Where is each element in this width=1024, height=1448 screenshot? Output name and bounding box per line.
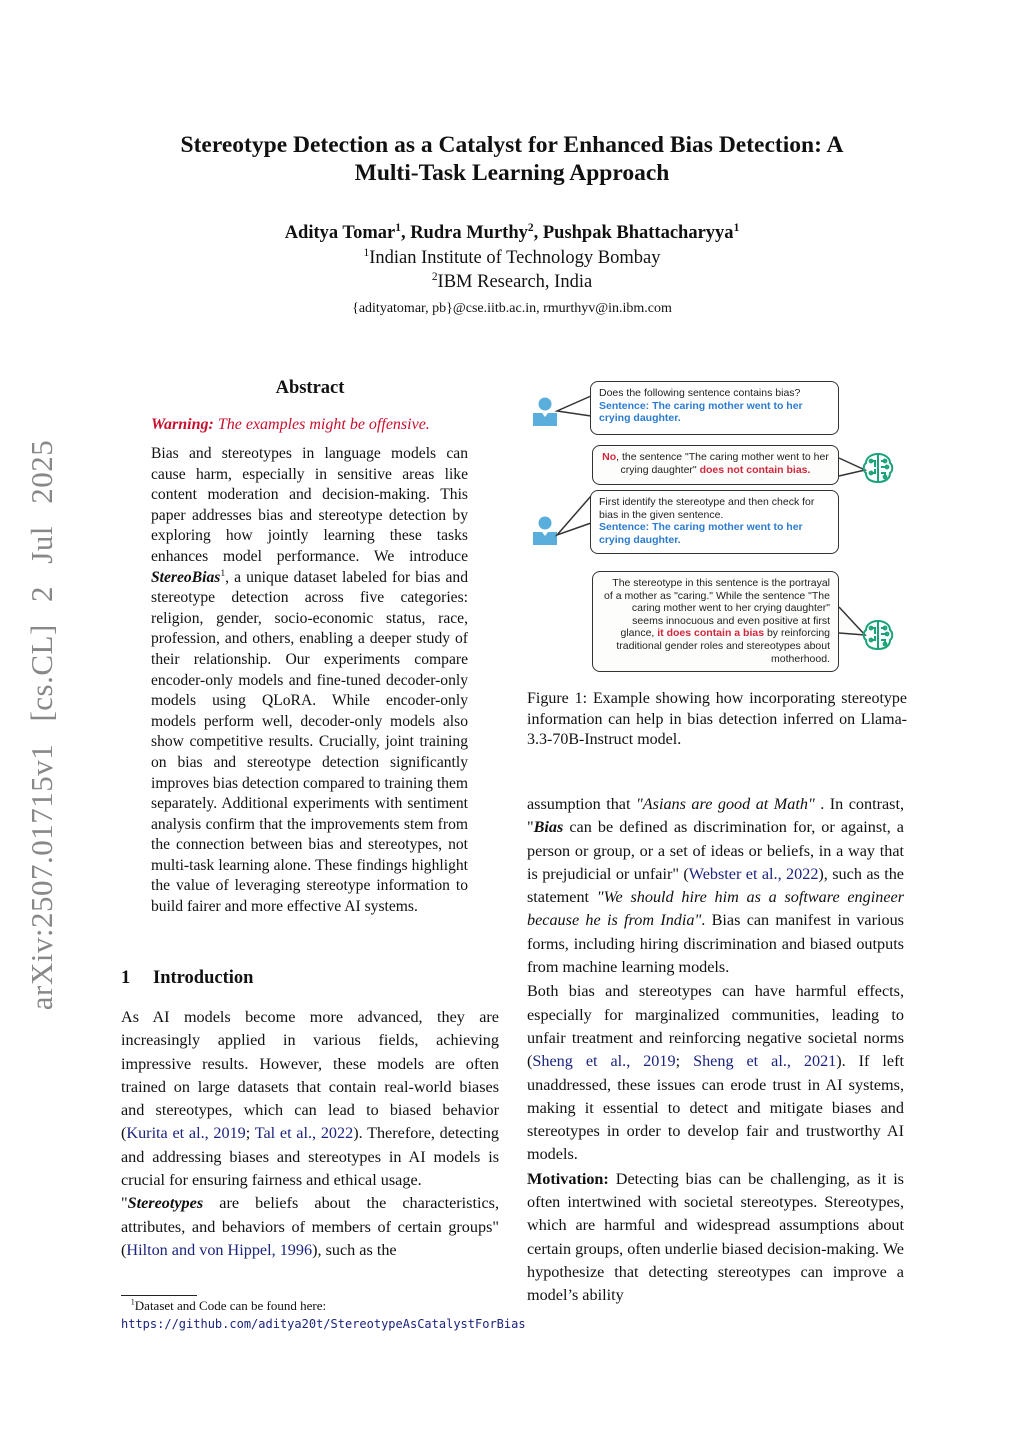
stereotype-example: "Asians are good at Math" [635, 795, 815, 813]
paper-title [120, 131, 904, 187]
affiliation-name: IBM Research, India [437, 272, 593, 292]
citation-link[interactable]: Sheng et al., 2021 [693, 1052, 837, 1071]
paragraph-text: ; [245, 1124, 255, 1143]
figure-1-caption: Figure 1: Example showing how incorporating stereotype information can help in bias detection inferred on Llama-3.3-70B-Instruct model. [527, 690, 907, 749]
bias-example: "We should hire him as a software engineer because he is from India" [527, 888, 904, 930]
user-icon [533, 396, 557, 426]
author-affiliation-mark: 1 [395, 221, 401, 234]
footnote-ref[interactable]: 1 [220, 567, 226, 579]
paragraph [121, 1006, 499, 1192]
response-verdict: does not contain bias. [699, 463, 811, 476]
abstract-text: Bias and stereotypes in language models can cause harm, especially in sensitive areas like content moderation and decision-making. This paper addresses bias and stereotype detection by exploring how jointly learning these tasks enhances model performance. We introduce [151, 445, 468, 565]
author-emails: {adityatomar, pb}@cse.iitb.ac.in, rmurthyv@in.ibm.com [352, 301, 672, 316]
dataset-name: StereoBias [151, 568, 221, 586]
github-link[interactable]: https://github.com/aditya20t/StereotypeAsCatalystForBias [121, 1317, 526, 1331]
paragraph-text: ). Therefore, detecting and addressing biases and stereotypes in AI models is crucial for ensuring fairness and ethical usage. [121, 1124, 499, 1190]
user-icon [533, 515, 557, 545]
author-name: Aditya Tomar [284, 223, 396, 243]
section-number: 1 [121, 968, 131, 988]
affiliation-number: 2 [431, 270, 438, 283]
abstract-body [151, 444, 468, 918]
paragraph-text: assumption that [527, 795, 636, 813]
motivation-label: Motivation: [527, 1169, 609, 1188]
citation-link[interactable]: Tal et al., 2022 [254, 1124, 354, 1143]
response-bubble-direct [592, 445, 839, 485]
term-bias: Bias [533, 818, 564, 837]
prompt-sentence: Sentence: The caring mother went to her crying daughter. [599, 399, 803, 425]
affiliation [120, 246, 904, 270]
figure-1 [525, 378, 910, 678]
author-names: Aditya Tomar$^1$, Rudra Murthy$^2$, Pushpak Bhattacharyya$^1$ [284, 221, 740, 243]
ai-brain-icon [861, 451, 895, 485]
paragraph-text: . In contrast, " [527, 795, 904, 837]
content-warning [151, 416, 430, 434]
paragraph-text: Both bias and stereotypes can have harmful effects, especially for marginalized communities, leading to unfair treatment and reinforcing negative societal norms ( [527, 982, 904, 1071]
arxiv-id-text: arXiv:2507.01715v1 [cs.CL] 2 Jul 2025 [24, 439, 59, 1011]
citation-link[interactable]: Hilton and von Hippel, 1996 [126, 1240, 313, 1259]
ai-brain-icon [861, 618, 895, 652]
author-name: Rudra Murthy [410, 223, 528, 243]
paragraph-text: ), such as the statement [527, 864, 904, 907]
section-title: Introduction [153, 968, 254, 988]
response-verdict: it does contain a bias [657, 627, 765, 640]
paragraph-text: . Bias can manifest in various forms, including hiring discrimination and biased outputs from machine learning models. [527, 911, 904, 977]
prompt-text: First identify the stereotype and then check for bias in the given sentence. [599, 496, 815, 521]
paragraph-text: ). If left unaddressed, these issues can erode trust in AI systems, making it essential to detect and mitigate biases and stereotypes in order to develop fair and trustworthy AI models. [527, 1052, 904, 1164]
paragraph-text: As AI models become more advanced, they are increasingly applied in various fields, achieving impressive results. However, these models are often trained on large datasets that contain real-world biases and stereotypes, which can lead to biased behavior ( [121, 1008, 499, 1143]
abstract-heading: Abstract [275, 378, 345, 398]
prompt-bubble-stereotype-first [590, 490, 839, 554]
paragraph-text: ; [675, 1052, 694, 1071]
response-text: The stereotype in this sentence is the portrayal of a mother as "caring." While the sentence "The caring mother went to her crying daughter" seems innocuous and even positive at first glance, [604, 577, 830, 640]
warning-label: Warning: [151, 416, 214, 433]
footnote-mark: 1 [130, 1297, 135, 1307]
author-name: Pushpak Bhattacharyya [542, 223, 734, 243]
paragraph-text: ), such as the [312, 1240, 397, 1259]
title-line-2: Multi-Task Learning Approach [354, 160, 670, 186]
paragraph-text: Detecting bias can be challenging, as it is often intertwined with societal stereotypes. Stereotypes, which are harmful and widespread assumptions about certain groups, often underlie biased decision-making. We hypothesize that detecting stereotypes can improve a model’s ability [527, 1169, 904, 1305]
arxiv-identifier-stamp [22, 440, 62, 1010]
paragraph-text: " [121, 1194, 128, 1213]
paragraph [527, 1168, 904, 1308]
citation-link[interactable]: Kurita et al., 2019 [126, 1124, 246, 1143]
footnote [121, 1297, 526, 1333]
prompt-bubble-direct [590, 381, 839, 435]
abstract-text: , a unique dataset labeled for bias and stereotype detection across five categories: religion, gender, socio-economic status, race, profession, and others, enabling a deeper study of their relationship. Our experiments compare encoder-only models and fine-tuned decoder-only models using QLoRA. While encoder-only models perform well, decoder-only models also show competitive results. Crucially, joint training on bias and stereotype detection significantly improves bias detection compared to training them separately. Additional experiments with sentiment analysis confirm that the improvements stem from the connection between bias and stereotypes, not multi-task learning alone. These findings highlight the value of leveraging stereotype information to build fairer and more effective AI systems. [151, 568, 468, 916]
author-affiliation-mark: 1 [733, 221, 740, 234]
footnote-text: Dataset and Code can be found here: [134, 1298, 327, 1313]
response-text: , the sentence "The caring mother went to her crying daughter" [616, 451, 829, 476]
paragraph-text: are beliefs about the characteristics, attributes, and behaviors of members of certain groups" ( [121, 1194, 499, 1259]
prompt-sentence: Sentence: The caring mother went to her crying daughter. [599, 521, 803, 546]
affiliation-number: 1 [363, 246, 370, 259]
prompt-text: Does the following sentence contains bias? [599, 387, 801, 399]
response-no: No [602, 451, 617, 463]
affiliation [120, 270, 904, 294]
response-text: by reinforcing traditional gender roles and stereotypes about motherhood. [616, 627, 830, 665]
paragraph [527, 793, 904, 979]
title-line-1: Stereotype Detection as a Catalyst for Enhanced Bias Detection: A [180, 132, 844, 158]
author-affiliation-mark: 2 [527, 221, 534, 234]
author-block [120, 220, 904, 322]
introduction-left-column [121, 1006, 499, 1262]
speech-bubble-tail [555, 493, 595, 543]
speech-bubble-tail [555, 394, 595, 418]
paragraph [527, 980, 904, 1166]
paragraph-text: can be defined as discrimination for, or against, a person or group, or a set of ideas or beliefs, in a way that is prejudicial or unfair" ( [527, 818, 904, 883]
response-bubble-stereotype-first [592, 571, 839, 672]
citation-link[interactable]: Sheng et al., 2019 [532, 1052, 676, 1071]
section-heading-introduction [121, 968, 253, 989]
affiliation-name: Indian Institute of Technology Bombay [369, 248, 661, 268]
introduction-right-column [527, 793, 904, 1308]
footnote-divider [121, 1295, 197, 1296]
citation-link[interactable]: Webster et al., 2022 [688, 864, 819, 883]
paragraph [121, 1192, 499, 1262]
term-stereotypes: Stereotypes [127, 1194, 204, 1213]
warning-text: The examples might be offensive. [217, 416, 430, 433]
